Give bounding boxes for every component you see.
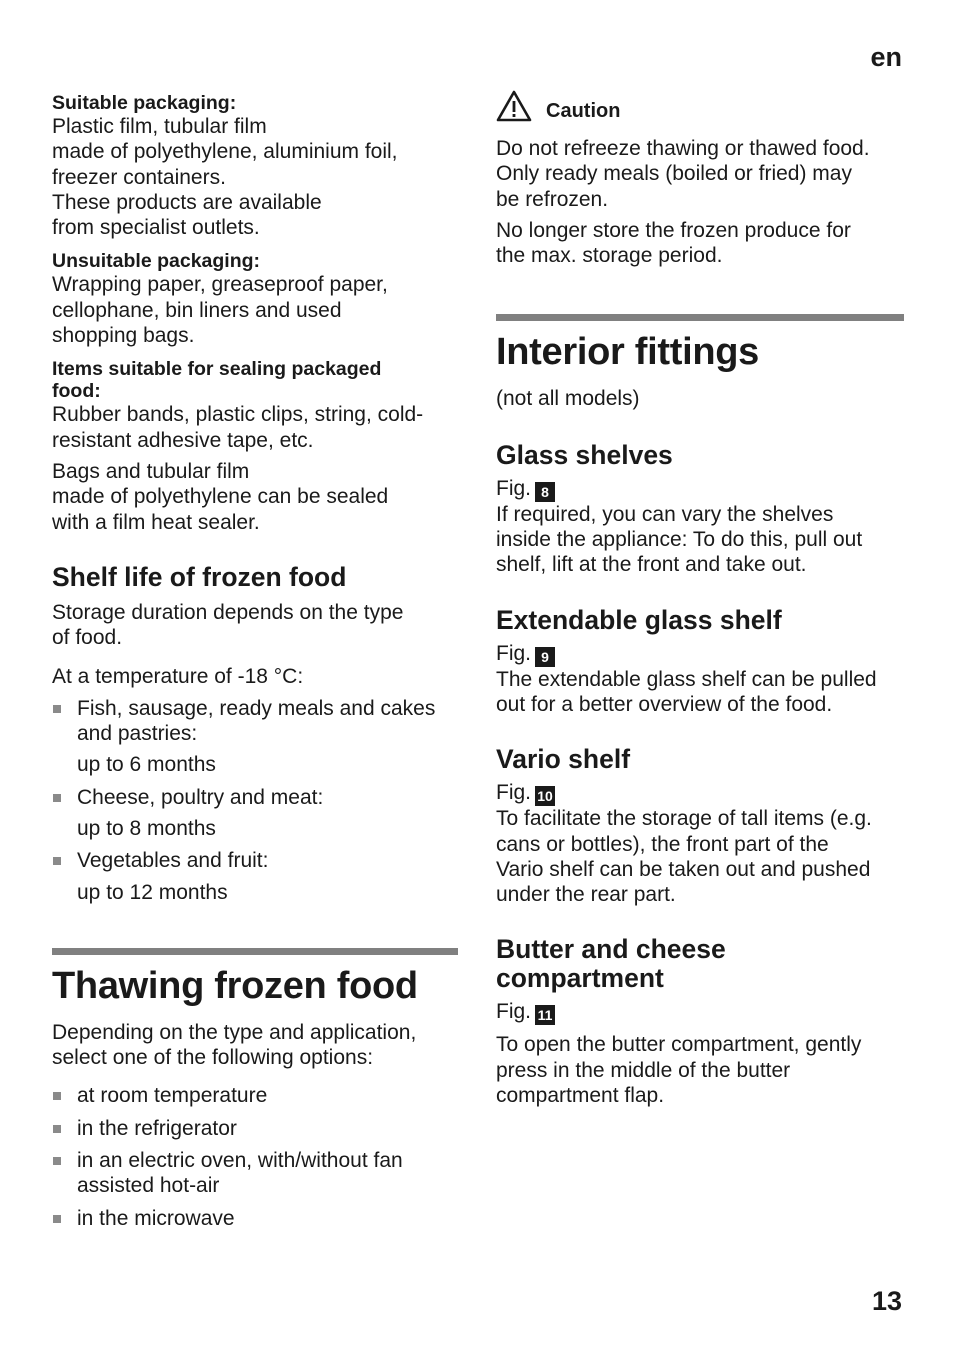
thawing-heading: Thawing frozen food <box>52 964 418 1007</box>
subsection-heading-line: compartment <box>496 963 664 994</box>
list-item-text: in the microwave <box>77 1206 235 1230</box>
text-line: of food. <box>52 626 123 650</box>
figure-label: Fig. <box>496 476 532 500</box>
text-line: resistant adhesive tape, etc. <box>52 428 314 452</box>
list-item <box>52 785 458 810</box>
figure-number-badge: 11 <box>535 1005 555 1025</box>
subsection-body <box>496 502 904 578</box>
unsuitable-packaging-text <box>52 272 458 348</box>
list-item-text: Vegetables and fruit: <box>77 849 269 873</box>
text-line: compartment flap. <box>496 1084 665 1108</box>
sealing-items-label <box>52 358 458 402</box>
list-item <box>52 1083 458 1108</box>
text-line: Do not refreeze thawing or thawed food. <box>496 137 870 160</box>
sealing-items-text <box>52 402 458 453</box>
page-number: 13 <box>871 1286 902 1316</box>
figure-label: Fig. <box>496 641 532 665</box>
subsection-heading <box>496 606 904 635</box>
text-line: The extendable glass shelf can be pulled <box>496 667 877 691</box>
thawing-options-list <box>52 1083 458 1230</box>
suitable-packaging-text <box>52 114 458 240</box>
caution-text-2 <box>496 218 904 269</box>
figure-label: Fig. <box>496 1000 532 1024</box>
list-item-text: at room temperature <box>77 1084 268 1108</box>
storage-duration: up to 8 months <box>77 816 216 840</box>
figure-reference <box>496 780 904 806</box>
right-column <box>496 0 904 1108</box>
subsection-heading-line: Butter and cheese <box>496 934 726 965</box>
text-line: out for a better overview of the food. <box>496 692 833 716</box>
caution-heading <box>496 90 904 122</box>
text-line: inside the appliance: To do this, pull out <box>496 528 863 552</box>
square-bullet-icon <box>53 857 61 865</box>
text-line: from specialist outlets. <box>52 216 260 240</box>
subsection-body <box>496 806 904 907</box>
text-line: shelf, lift at the front and take out. <box>496 553 807 577</box>
list-item-text: Fish, sausage, ready meals and cakes <box>77 696 436 720</box>
subsection-heading <box>496 441 904 470</box>
shelf-life-intro <box>52 600 458 651</box>
caution-label: Caution <box>546 100 621 122</box>
text-line: food: <box>52 380 101 403</box>
square-bullet-icon <box>53 705 61 713</box>
square-bullet-icon <box>53 1215 61 1223</box>
figure-number-badge: 10 <box>535 786 555 806</box>
text-line: Only ready meals (boiled or fried) may <box>496 162 852 186</box>
figure-label: Fig. <box>496 781 532 805</box>
text-line: cans or bottles), the front part of the <box>496 832 829 856</box>
list-item-text: assisted hot-air <box>77 1174 220 1198</box>
list-item-text: in the refrigerator <box>77 1116 237 1140</box>
figure-reference <box>496 641 904 667</box>
interior-sections <box>496 412 904 1109</box>
text-line: made of polyethylene can be sealed <box>52 485 389 509</box>
warning-triangle-icon <box>496 90 532 122</box>
text-line: Rubber bands, plastic clips, string, cold- <box>52 403 424 427</box>
list-item <box>52 1148 458 1199</box>
text-line: To open the butter compartment, gently <box>496 1033 862 1057</box>
list-item <box>52 1116 458 1141</box>
unsuitable-packaging-label: Unsuitable packaging: <box>52 250 261 273</box>
square-bullet-icon <box>53 1157 61 1165</box>
text-line: the max. storage period. <box>496 244 723 268</box>
subsection-heading <box>496 745 904 774</box>
bags-sealing-text <box>52 459 458 535</box>
language-code: en <box>870 42 902 72</box>
thawing-intro <box>52 1020 458 1071</box>
subsection-heading-line: Extendable glass shelf <box>496 604 782 635</box>
subsection-heading <box>496 935 904 993</box>
square-bullet-icon <box>53 1125 61 1133</box>
list-item-text: and pastries: <box>77 722 198 746</box>
text-line: Storage duration depends on the type <box>52 600 404 624</box>
square-bullet-icon <box>53 794 61 802</box>
figure-number-badge: 9 <box>535 647 555 667</box>
shelf-life-heading: Shelf life of frozen food <box>52 561 347 592</box>
subsection-body <box>496 1032 904 1108</box>
subsection-heading-line: Glass shelves <box>496 439 673 470</box>
figure-number-badge: 8 <box>535 482 555 502</box>
list-item <box>52 696 458 747</box>
text-line: To facilitate the storage of tall items (e.g. <box>496 807 872 831</box>
storage-duration: up to 6 months <box>77 753 216 777</box>
section-rule <box>52 948 458 955</box>
text-line: Items suitable for sealing packaged <box>52 358 382 381</box>
text-line: Plastic film, tubular film <box>52 115 267 138</box>
list-item-text: in an electric oven, with/without fan <box>77 1149 403 1173</box>
left-column <box>52 0 458 1231</box>
list-item-text: Cheese, poultry and meat: <box>77 785 324 809</box>
text-line: freezer containers. <box>52 165 226 189</box>
text-line: No longer store the frozen produce for <box>496 218 851 242</box>
figure-reference <box>496 476 904 502</box>
text-line: cellophane, bin liners and used <box>52 298 342 322</box>
list-item <box>52 1206 458 1231</box>
text-line: under the rear part. <box>496 883 676 907</box>
subsection-heading-line: Vario shelf <box>496 744 631 775</box>
suitable-packaging-label: Suitable packaging: <box>52 92 237 114</box>
shelf-life-list <box>52 696 458 905</box>
section-rule <box>496 314 904 321</box>
interior-fittings-note: (not all models) <box>496 387 640 411</box>
storage-duration: up to 12 months <box>77 880 228 904</box>
text-line: press in the middle of the butter <box>496 1058 791 1082</box>
text-line: with a film heat sealer. <box>52 510 260 534</box>
text-line: shopping bags. <box>52 324 195 348</box>
text-line: These products are available <box>52 190 322 214</box>
text-line: Bags and tubular film <box>52 459 250 483</box>
square-bullet-icon <box>53 1092 61 1100</box>
list-item <box>52 848 458 873</box>
subsection-body <box>496 667 904 718</box>
text-line: made of polyethylene, aluminium foil, <box>52 140 398 164</box>
text-line: Depending on the type and application, <box>52 1020 417 1044</box>
shelf-life-temperature: At a temperature of -18 °C: <box>52 665 304 689</box>
text-line: Vario shelf can be taken out and pushed <box>496 857 871 881</box>
text-line: select one of the following options: <box>52 1046 374 1070</box>
text-line: If required, you can vary the shelves <box>496 502 834 526</box>
interior-fittings-heading: Interior fittings <box>496 331 759 374</box>
figure-reference <box>496 999 904 1025</box>
text-line: Wrapping paper, greaseproof paper, <box>52 273 388 297</box>
caution-text-1 <box>496 136 904 212</box>
text-line: be refrozen. <box>496 187 609 211</box>
